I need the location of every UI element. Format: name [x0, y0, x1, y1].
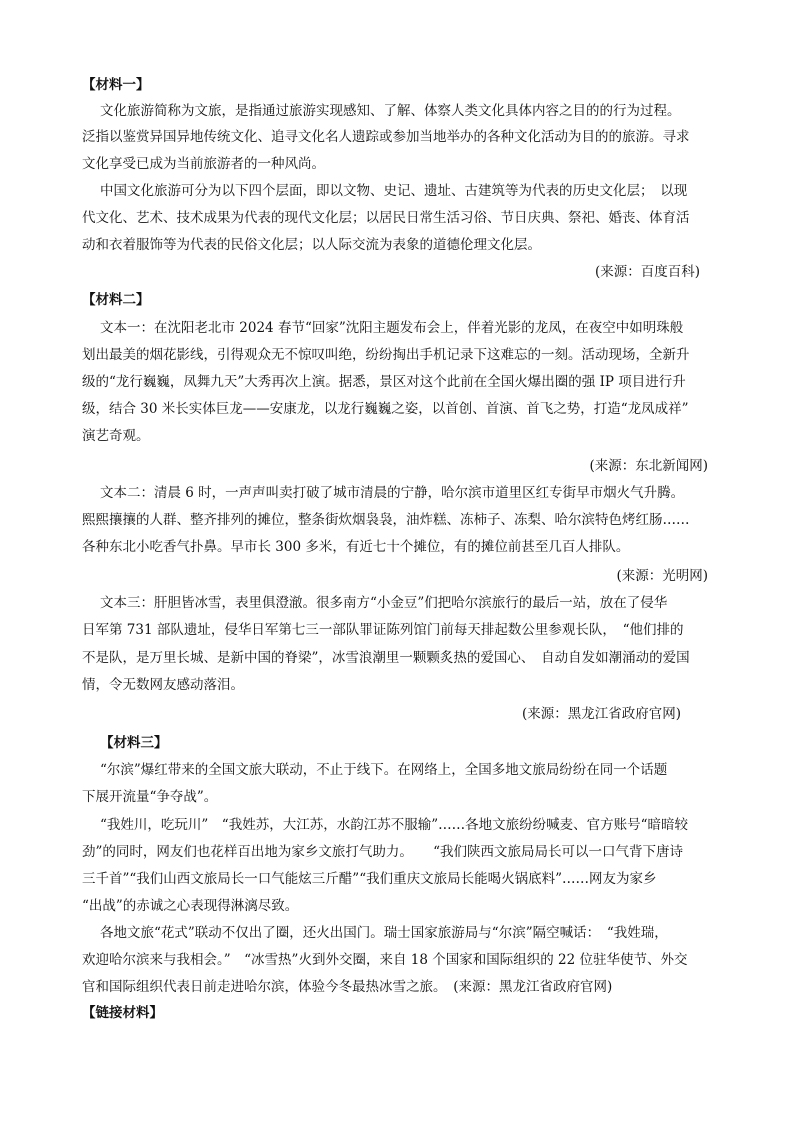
material-2-heading: 【材料二】	[82, 292, 150, 308]
material-1-line-5: 代文化、艺术、技术成果为代表的现代文化层；以居民日常生活习俗、节日庆典、祭祀、婚丧、体育活	[82, 210, 690, 226]
link-material-heading: 【链接材料】	[82, 1005, 163, 1021]
text-1-line-5: 演艺奇观。	[82, 428, 150, 444]
material-1-line-3: 文化享受已成为当前旅游者的一种风尚。	[82, 156, 325, 172]
material-3-line-7: 各地文旅“花式”联动不仅出了圈，还火出国门。瑞士国家旅游局与“尔滨”隔空喊话： “我姓瑞，	[100, 925, 668, 941]
material-1-line-1: 文化旅游简称为文旅，是指通过旅游实现感知、了解、体察人类文化具体内容之目的的行为过程。	[100, 103, 681, 119]
text-1-line-1: 文本一：在沈阳老北市 2024 春节“回家”沈阳主题发布会上，伴着光影的龙凤，在夜空中如明珠般	[100, 320, 684, 336]
material-3-line-3: “我姓川，吃玩川” “我姓苏，大江苏，水韵江苏不服输”……各地文旅纷纷喊麦、官方账号“暗暗较	[100, 817, 689, 833]
material-3-line-9: 官和国际组织代表日前走进哈尔滨，体验今冬最热冰雪之旅。 (来源：黑龙江省政府官网)	[82, 979, 613, 995]
text-2-line-2: 熙熙攘攘的人群、整齐排列的摊位，整条街炊烟袅袅，油炸糕、冻柿子、冻梨、哈尔滨特色烤红肠……	[82, 512, 690, 528]
text-3-source: (来源：黑龙江省政府官网)	[521, 706, 681, 722]
text-1-line-4: 级，结合 30 米长实体巨龙——安康龙，以龙行巍巍之姿，以首创、首演、首飞之势，打造“龙凤成祥”	[82, 401, 689, 417]
material-1-heading: 【材料一】	[82, 77, 150, 93]
material-3-line-6: “出战”的赤诚之心表现得淋漓尽致。	[82, 898, 299, 914]
text-1-line-2: 划出最美的烟花影线，引得观众无不惊叹叫绝，纷纷掏出手机记录下这难忘的一刻。活动现场，全新升	[82, 347, 690, 363]
text-2-source: (来源：光明网)	[616, 568, 708, 584]
text-3-line-1: 文本三：肝胆皆冰雪，表里俱澄澈。很多南方“小金豆”们把哈尔滨旅行的最后一站，放在了侵华	[100, 595, 668, 611]
material-1-line-2: 泛指以鉴赏异国异地传统文化、追寻文化名人遗踪或参加当地举办的各种文化活动为目的的旅游。寻求	[82, 129, 690, 145]
material-3-line-1: “尔滨”爆红带来的全国文旅大联动，不止于线下。在网络上，全国多地文旅局纷纷在同一个话题	[100, 762, 668, 778]
material-3-line-2: 下展开流量“争夺战”。	[82, 789, 218, 805]
material-3-line-8: 欢迎哈尔滨来与我相会。” “冰雪热”火到外交圈，来自 18 个国家和国际组织的 22 位驻华使节、外交	[82, 952, 688, 968]
text-3-line-3: 不是队，是万里长城、是新中国的脊梁”，冰雪浪潮里一颗颗炙热的爱国心、 自动自发如潮涌动的爱国	[82, 650, 690, 666]
text-3-line-4: 情，令无数网友感动落泪。	[82, 677, 244, 693]
material-3-heading: 【材料三】	[100, 735, 168, 751]
text-2-line-3: 各种东北小吃香气扑鼻。早市长 300 多米，有近七十个摊位，有的摊位前甚至几百人排队。	[82, 539, 630, 555]
text-3-line-2: 日军第 731 部队遗址，侵华日军第七三一部队罪证陈列馆门前每天排起数公里参观长队， “他们排的	[82, 622, 684, 638]
material-1-line-6: 动和衣着服饰等为代表的民俗文化层；以人际交流为表象的道德伦理文化层。	[82, 237, 541, 253]
material-3-line-5: 三千首”“我们山西文旅局长一口气能炫三斤醋”“我们重庆文旅局长能喝火锅底料”……网友为家乡	[82, 871, 657, 887]
material-3-line-4: 劲”的同时，网友们也花样百出地为家乡文旅打气助力。 “我们陕西文旅局局长可以一口气背下唐诗	[82, 844, 684, 860]
text-1-source: (来源：东北新闻网)	[589, 458, 708, 474]
text-1-line-3: 级的“龙行巍巍，凤舞九天”大秀再次上演。据悉，景区对这个此前在全国火爆出圈的强 IP 项目进行升	[82, 374, 686, 390]
material-1-line-4: 中国文化旅游可分为以下四个层面，即以文物、史记、遗址、古建筑等为代表的历史文化层； 以现	[100, 183, 688, 199]
material-1-source: (来源：百度百科)	[594, 264, 700, 280]
text-2-line-1: 文本二：清晨 6 时，一声声叫卖打破了城市清晨的宁静，哈尔滨市道里区红专街早市烟火气升腾。	[100, 485, 685, 501]
